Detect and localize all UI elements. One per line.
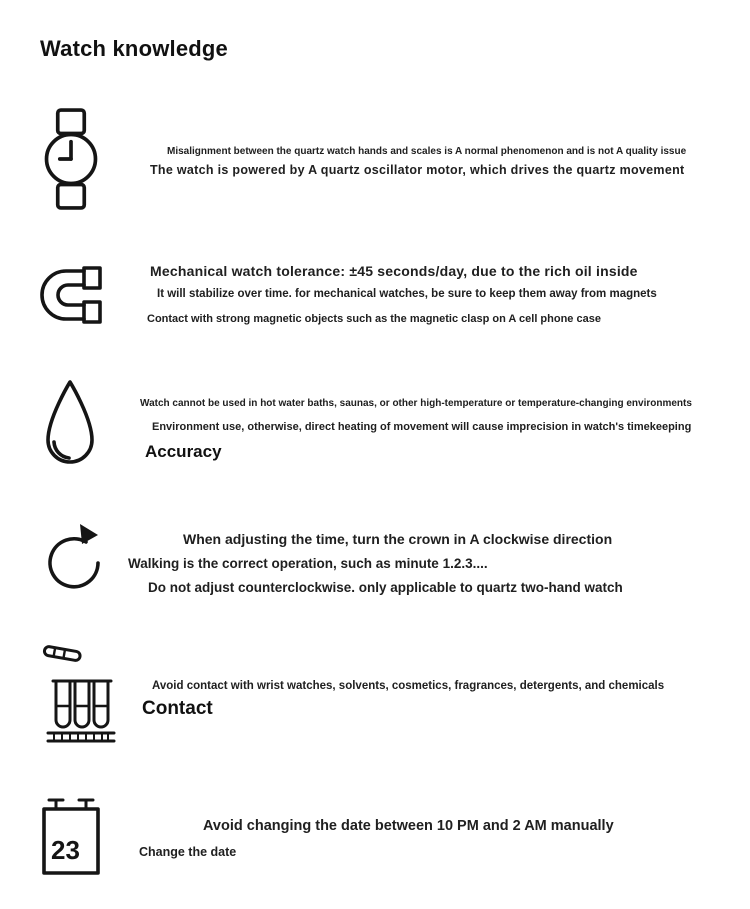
magnet-tolerance-text: Mechanical watch tolerance: ±45 seconds/day, due to the rich oil inside	[150, 263, 638, 279]
wristwatch-icon	[40, 108, 102, 210]
clockwise-arrow-icon	[40, 520, 104, 596]
calendar-day: 23	[51, 835, 80, 865]
section-contact	[0, 640, 750, 750]
watch-note-small: Misalignment between the quartz watch hands and scales is A normal phenomenon and is not A quality issue	[167, 146, 687, 157]
section-magnetism	[0, 258, 750, 348]
magnet-contact-text: Contact with strong magnetic objects such as the magnetic clasp on A cell phone case	[147, 313, 601, 325]
rotate-line-2: Walking is the correct operation, such as minute 1.2.3....	[128, 556, 488, 571]
section-quartz-watch	[0, 108, 750, 228]
accuracy-heading: Accuracy	[145, 442, 222, 461]
contact-note: Avoid contact with wrist watches, solvents, cosmetics, fragrances, detergents, and chemicals	[152, 680, 665, 692]
contact-heading: Contact	[142, 698, 213, 719]
drop-note-main: Environment use, otherwise, direct heating of movement will cause imprecision in watch's timekeeping	[152, 421, 692, 433]
magnet-stabilize-text: It will stabilize over time. for mechanical watches, be sure to keep them away from magnets	[157, 288, 657, 300]
drop-note-small: Watch cannot be used in hot water baths, saunas, or other high-temperature or temperature-changing environments	[140, 398, 692, 409]
date-note: Avoid changing the date between 10 PM and 2 AM manually	[203, 818, 614, 834]
rotate-line-1: When adjusting the time, turn the crown in A clockwise direction	[183, 531, 613, 547]
date-heading: Change the date	[139, 845, 237, 859]
watch-note-main: The watch is powered by A quartz oscillator motor, which drives the quartz movement	[150, 163, 685, 177]
water-drop-icon	[40, 376, 100, 476]
section-adjust-time	[0, 516, 750, 606]
rotate-line-3: Do not adjust counterclockwise. only applicable to quartz two-hand watch	[148, 580, 623, 595]
calendar-icon	[40, 794, 102, 880]
section-change-date	[0, 790, 750, 885]
section-accuracy	[0, 376, 750, 486]
page-title: Watch knowledge	[40, 36, 228, 61]
magnet-icon	[40, 264, 104, 326]
test-tubes-icon	[40, 640, 116, 746]
